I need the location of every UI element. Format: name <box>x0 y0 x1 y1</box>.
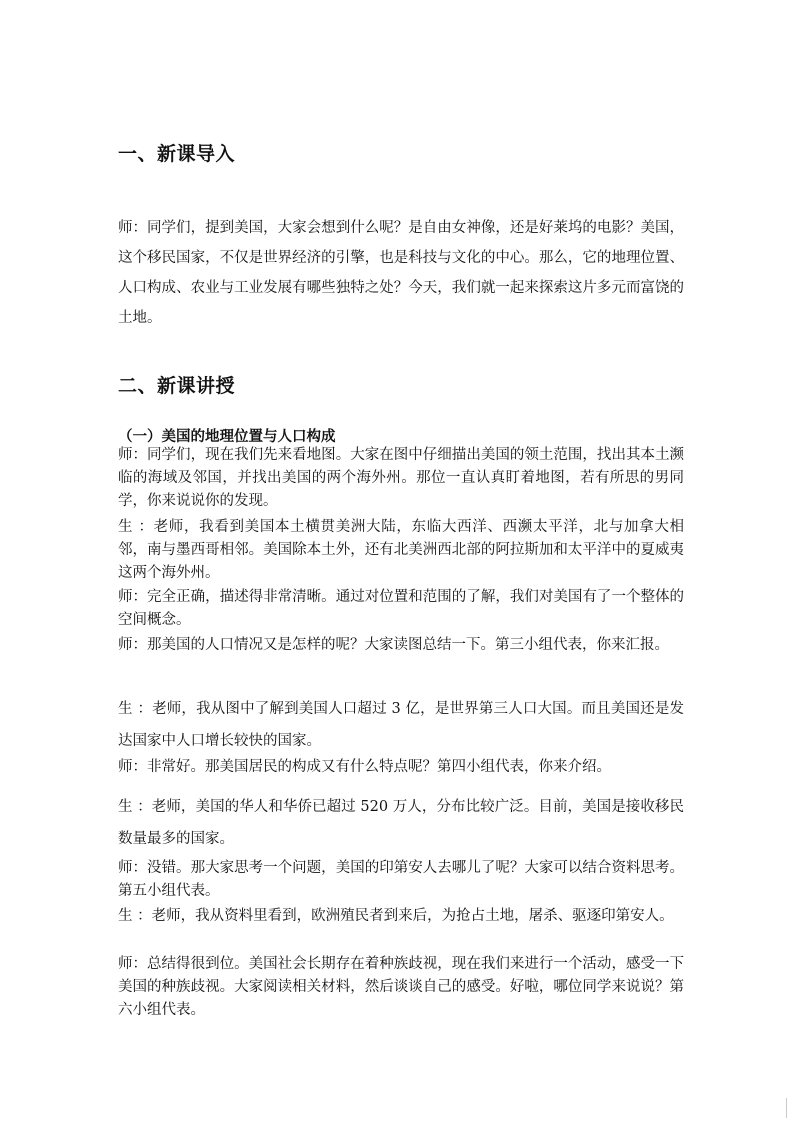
paragraph-teacher-composition: 师：非常好。那美国居民的构成又有什么特点呢？第四小组代表，你来介绍。 <box>118 759 611 775</box>
intro-paragraph: 师：同学们，提到美国，大家会想到什么呢？是自由女神像，还是好莱坞的电影？美国，这个移民国家，不仅是世界经济的引擎，也是科技与文化的中心。那么，它的地理位置、人口构成、农业与工业发展有哪些独特之处？今天，我们就一起来探索这片多元而富饶的土地。 <box>118 220 684 326</box>
paragraph-teacher-summary: 师：完全正确，描述得非常清晰。通过对位置和范围的了解，我们对美国有了一个整体的空间概念。 <box>118 589 684 628</box>
paragraph-student-indians: 生 ：老师，我从资料里看到，欧洲殖民者到来后，为抢占土地，屠杀、驱逐印第安人。 <box>118 908 674 924</box>
paragraph-teacher-activity: 师：总结得很到位。美国社会长期存在着种族歧视，现在我们来进行一个活动，感受一下美国的种族歧视。大家阅读相关材料，然后谈谈自己的感受。好啦，哪位同学来说说？第六小组代表。 <box>118 956 684 1018</box>
page-corner-mark <box>786 1098 787 1118</box>
paragraph-teacher-map: 师：同学们，现在我们先来看地图。大家在图中仔细描出美国的领土范围，找出其本土濒临的海域及邻国，并找出美国的两个海外州。那位一直认真盯着地图，若有所思的男同学，你来说说你的发现。 <box>118 447 684 509</box>
section-heading-lecture: 二、新课讲授 <box>118 375 236 397</box>
paragraph-student-composition: 生 ：老师，美国的华人和华侨已超过 520 万人，分布比较广泛。目前，美国是接收移民数量最多的国家。 <box>118 799 684 847</box>
paragraph-teacher-population: 师：那美国的人口情况又是怎样的呢？大家读图总结一下。第三小组代表，你来汇报。 <box>118 637 669 653</box>
paragraph-teacher-indians: 师：没错。那大家思考一个问题，美国的印第安人去哪儿了呢？大家可以结合资料思考。第五小组代表。 <box>118 860 684 899</box>
subsection-heading: （一）美国的地理位置与人口构成 <box>118 429 336 445</box>
paragraph-student-location: 生 ：老师，我看到美国本土横贯美洲大陆，东临大西洋、西濒太平洋，北与加拿大相邻，南与墨西哥相邻。美国除本土外，还有北美洲西北部的阿拉斯加和太平洋中的夏威夷这两个海外州。 <box>118 519 684 581</box>
section-heading-intro: 一、新课导入 <box>118 143 236 165</box>
paragraph-student-population: 生 ：老师，我从图中了解到美国人口超过 3 亿，是世界第三人口大国。而且美国还是发达国家中人口增长较快的国家。 <box>118 701 684 749</box>
